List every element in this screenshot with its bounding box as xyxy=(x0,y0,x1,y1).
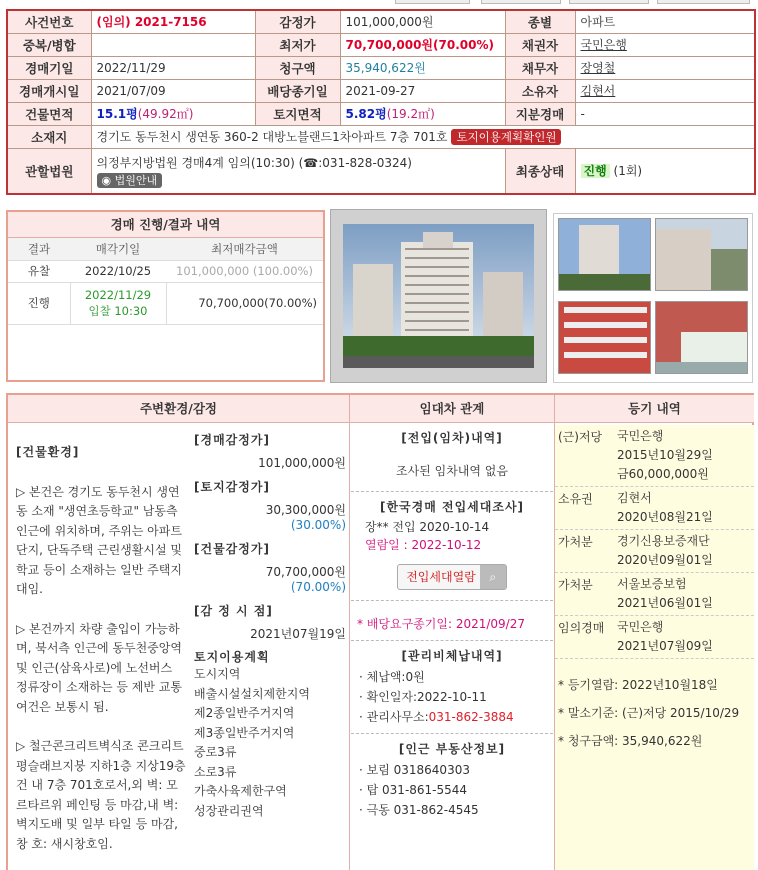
detail-section xyxy=(6,393,754,870)
registry-name: 김현서 xyxy=(617,491,652,505)
debtor-label: 채무자 xyxy=(505,56,575,79)
photo-thumbnail[interactable] xyxy=(655,218,748,291)
start-value: 2022/11/29 xyxy=(91,56,255,79)
land-plan-item: 배출시설설치제한지역 xyxy=(194,686,310,701)
env-paragraph: ▷ 본건까지 차량 출입이 가능하며, 북서측 인근에 동두천중앙역 및 인근(삼육사로)에 노선버스 정류장이 소재하는 등 제반 교통 여건은 보통시 됨. xyxy=(16,621,182,714)
registry-type: (근)저당 xyxy=(558,430,603,444)
row-date: 2022/10/25 xyxy=(70,260,166,282)
land-area-label: 토지면적 xyxy=(255,102,340,125)
table-row xyxy=(8,260,323,282)
registry-type: 가처분 xyxy=(558,535,593,549)
fee-office-phone: 031-862-3884 xyxy=(428,710,514,724)
nearby-item: · 탑 031-861-5544 xyxy=(359,783,468,797)
top-tab[interactable] xyxy=(569,0,649,4)
registry-type: 가처분 xyxy=(558,578,593,592)
registry-date: 2015년10월29일 xyxy=(617,448,713,462)
dup-value xyxy=(91,33,255,56)
registry-amount: 금60,000,000원 xyxy=(617,467,709,481)
dividend-label: 배당종기일 xyxy=(255,79,340,102)
land-plan-item: 성장관리권역 xyxy=(194,803,264,818)
registry-name: 국민은행 xyxy=(617,429,664,443)
land-appraisal-label: [토지감정가] xyxy=(194,480,270,494)
owner-link[interactable]: 김현서 xyxy=(580,84,616,98)
fee-office-label: · 관리사무소: xyxy=(359,710,429,724)
col-date: 매각기일 xyxy=(70,238,166,260)
bldg-appraisal-pct: (70.00%) xyxy=(290,580,346,594)
bldg-area-label: 건물면적 xyxy=(7,102,91,125)
land-appraisal-value: 30,300,000원 xyxy=(265,503,346,517)
court-info-label: 법원안내 xyxy=(114,174,158,188)
row-amount: 101,000,000 (100.00%) xyxy=(166,260,323,282)
land-plan-item: 소로3류 xyxy=(194,764,237,779)
land-plan-button[interactable]: 토지이용계획확인원 xyxy=(451,129,561,145)
auction-progress-table xyxy=(8,238,323,325)
creditor-label: 채권자 xyxy=(505,33,575,56)
share-value: - xyxy=(575,102,755,125)
land-plan-item: 가축사육제한구역 xyxy=(194,784,287,798)
bldg-area-py: 15.1평 xyxy=(96,107,138,121)
registry-row xyxy=(555,616,754,659)
registry-view-date: * 등기열람: 2022년10월18일 xyxy=(558,678,718,692)
land-plan-item: 도시지역 xyxy=(194,667,241,681)
registry-name: 국민은행 xyxy=(617,620,664,634)
row-bid-time: 입찰 10:30 xyxy=(88,304,148,318)
move-in-search-label: 전입세대열람 xyxy=(406,570,476,584)
registry-type: 임의경매 xyxy=(558,621,605,635)
lease-info xyxy=(351,425,553,820)
appraisal-value: 101,000,000원 xyxy=(340,10,505,33)
main-property-photo[interactable] xyxy=(330,209,547,383)
registry-date: 2021년07월09일 xyxy=(617,639,713,653)
divider xyxy=(349,395,350,870)
lease-header: 임대차 관계 xyxy=(350,395,554,423)
nearby-item: · 보림 0318640303 xyxy=(359,763,470,777)
row-result: 유찰 xyxy=(8,260,70,282)
status-count: (1회) xyxy=(613,164,643,179)
owner-label: 소유자 xyxy=(505,79,575,102)
env-description xyxy=(16,443,186,854)
auction-appraisal-label: [경매감정가] xyxy=(194,433,270,447)
nearby-item: · 극동 031-862-4545 xyxy=(359,803,479,817)
open-value: 2021/07/09 xyxy=(91,79,255,102)
status-badge: 진행 xyxy=(581,164,610,178)
debtor-link[interactable]: 장영철 xyxy=(580,61,616,75)
registry-name: 서울보증보험 xyxy=(617,577,687,591)
type-label: 종별 xyxy=(505,10,575,33)
col-min-amount: 최저매각금액 xyxy=(166,238,323,260)
lease-survey-title: [한국경매 전입세대조사] xyxy=(379,500,525,514)
registry-claim-amount: * 청구금액: 35,940,622원 xyxy=(558,734,703,748)
env-sub-title: [건물환경] xyxy=(16,445,80,459)
creditor-link[interactable]: 국민은행 xyxy=(580,38,627,52)
top-tab[interactable] xyxy=(481,0,561,4)
appraisal-date-value: 2021년07월19일 xyxy=(250,627,346,641)
top-tab[interactable] xyxy=(395,0,470,4)
bldg-appraisal-label: [건물감정가] xyxy=(194,542,270,556)
address-label: 소재지 xyxy=(7,125,91,148)
type-value: 아파트 xyxy=(575,10,755,33)
land-plan-label: 토지이용계획 xyxy=(194,650,270,664)
status-label: 최종상태 xyxy=(505,148,575,194)
lease-sub-title: [전입(임차)내역] xyxy=(401,431,503,445)
registry-row xyxy=(555,487,754,530)
lease-view-date: 열람일 : 2022-10-12 xyxy=(365,538,482,552)
land-plan-item: 제3종일반주거지역 xyxy=(194,725,295,740)
registry-date: 2020년08월21일 xyxy=(617,510,713,524)
appraisal-values xyxy=(194,425,346,821)
auction-progress-title: 경매 진행/결과 내역 xyxy=(8,212,323,238)
fee-title: [관리비체납내역] xyxy=(401,649,503,663)
top-tab[interactable] xyxy=(657,0,750,4)
lease-none-text: 조사된 임차내역 없음 xyxy=(396,464,508,478)
address-value: 경기도 동두천시 생연동 360-2 대방노블랜드1차아파트 7층 701호 xyxy=(96,130,448,144)
auction-progress-panel xyxy=(6,210,325,382)
lease-move-in: 장** 전입 2020-10-14 xyxy=(365,520,490,534)
open-label: 경매개시일 xyxy=(7,79,91,102)
case-no: (임의) 2021-7156 xyxy=(91,10,255,33)
fee-check-date: · 확인일자:2022-10-11 xyxy=(359,690,487,704)
court-label: 관할법원 xyxy=(7,148,91,194)
row-date: 2022/11/29 xyxy=(84,288,152,302)
land-appraisal-pct: (30.00%) xyxy=(290,518,346,532)
registry-cancel-basis: * 말소기준: (근)저당 2015/10/29 xyxy=(558,706,740,720)
bldg-appraisal-value: 70,700,000원 xyxy=(265,565,346,579)
claim-label: 청구액 xyxy=(255,56,340,79)
photo-thumbnails xyxy=(553,213,753,383)
registry-info xyxy=(555,425,754,870)
top-tab-strip xyxy=(0,0,758,8)
table-row xyxy=(8,282,323,324)
case-no-label: 사건번호 xyxy=(7,10,91,33)
registry-date: 2020년09월01일 xyxy=(617,553,713,567)
photo-thumbnail[interactable] xyxy=(558,301,651,374)
dup-label: 중복/병합 xyxy=(7,33,91,56)
env-paragraph: ▷ 본건은 경기도 동두천시 생연동 소재 "생연초등학교" 남동측 인근에 위치하며, 주위는 아파트 단지, 단독주택 근린생활시설 및 학교 등이 소재하는 일반 주택지대임. xyxy=(16,484,182,596)
row-amount: 70,700,000(70.00%) xyxy=(166,282,323,324)
share-label: 지분경매 xyxy=(505,102,575,125)
registry-type: 소유권 xyxy=(558,492,593,506)
land-plan-item: 제2종일반주거지역 xyxy=(194,706,295,720)
registry-row xyxy=(555,530,754,573)
dividend-deadline: * 배당요구종기일: 2021/09/27 xyxy=(357,617,525,631)
dividend-value: 2021-09-27 xyxy=(340,79,505,102)
registry-row xyxy=(555,573,754,616)
appraisal-date-label: [감 정 시 점] xyxy=(194,604,273,618)
case-info-table xyxy=(6,9,756,195)
env-header: 주변환경/감정 xyxy=(8,395,349,423)
land-plan-item: 중로3류 xyxy=(194,745,237,759)
land-area-py: 5.82평 xyxy=(345,107,387,121)
registry-name: 경기신용보증재단 xyxy=(617,534,710,548)
auction-appraisal-value: 101,000,000원 xyxy=(258,456,346,470)
appraisal-label: 감정가 xyxy=(255,10,340,33)
nearby-title: [인근 부동산정보] xyxy=(398,742,506,756)
photo-thumbnail[interactable] xyxy=(558,218,651,291)
minprice-value: 70,700,000원(70.00%) xyxy=(340,33,505,56)
bldg-area-m2: (49.92㎡) xyxy=(137,107,194,121)
registry-row xyxy=(555,425,754,487)
apartment-photo-image xyxy=(343,224,534,368)
land-area-m2: (19.2㎡) xyxy=(386,107,435,121)
claim-value: 35,940,622원 xyxy=(340,56,505,79)
registry-header: 등기 내역 xyxy=(555,395,754,423)
move-in-search-button[interactable] xyxy=(397,564,507,590)
fee-arrears: · 체납액:0원 xyxy=(359,670,425,684)
row-result: 진행 xyxy=(8,282,70,324)
court-value: 의정부지방법원 경매4계 임의(10:30) (☎:031-828-0324) xyxy=(96,156,412,171)
start-label: 경매기일 xyxy=(7,56,91,79)
photo-thumbnail[interactable] xyxy=(655,301,748,374)
search-icon: ⌕ xyxy=(480,565,506,589)
col-result: 결과 xyxy=(8,238,70,260)
env-paragraph: ▷ 철근콘크리트벽식조 콘크리트평슬래브지붕 지하1층 지상19층건 내 7층 701호로서,외 벽: 모르타르위 페인팅 등 마감,내 벽: 벽지도배 및 일부 타일 등 마감,창 호: 새시창호임. xyxy=(16,739,186,851)
court-info-button[interactable]: ◉ 법원안내 xyxy=(97,173,163,188)
minprice-label: 최저가 xyxy=(255,33,340,56)
registry-date: 2021년06월01일 xyxy=(617,596,713,610)
